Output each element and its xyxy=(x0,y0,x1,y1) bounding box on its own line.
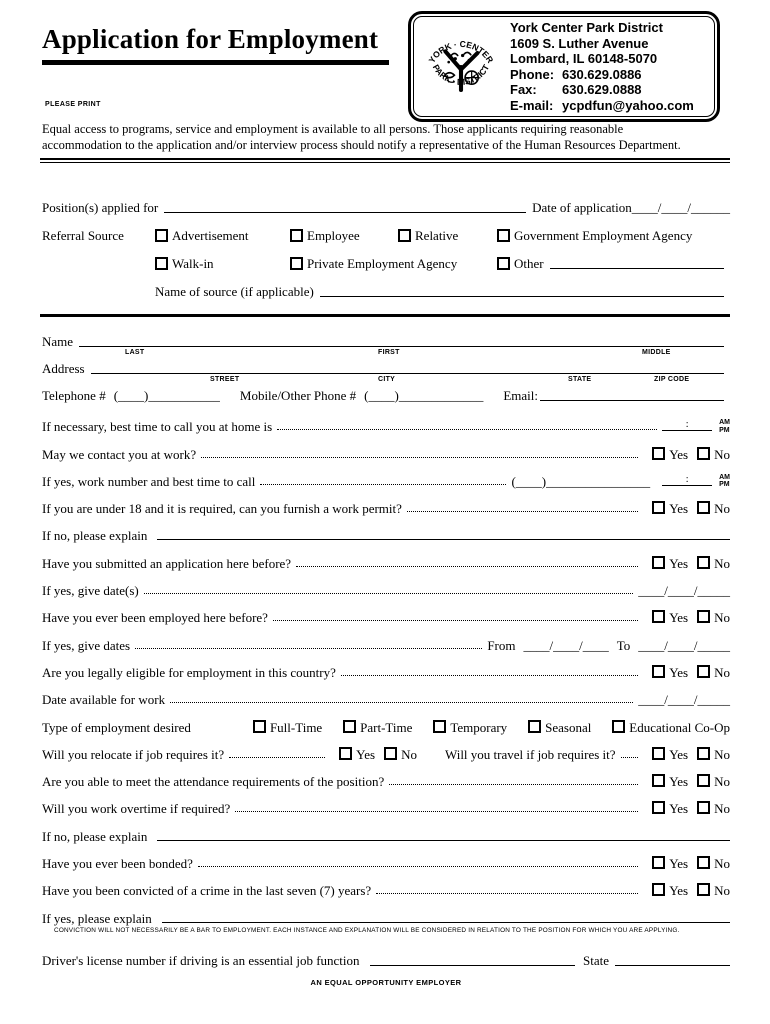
checkbox-walk-in[interactable] xyxy=(155,257,168,270)
dotted-leader xyxy=(277,428,657,430)
telephone-input[interactable]: (____)___________ xyxy=(113,388,220,403)
question-label: Date available for work xyxy=(42,692,166,708)
date-of-application-label: Date of application xyxy=(532,200,632,215)
checkbox-full-time[interactable] xyxy=(253,720,266,733)
question-label: If yes, give dates xyxy=(42,637,131,653)
dotted-leader xyxy=(170,701,633,703)
date-available-input[interactable]: ____/____/_____ xyxy=(638,692,730,708)
no-label: No xyxy=(714,746,730,762)
question-label: Have you ever been employed here before? xyxy=(42,610,268,626)
private-employment-agency-label: Private Employment Agency xyxy=(307,256,458,271)
checkbox-part-time[interactable] xyxy=(343,720,356,733)
email-field-label: Email: xyxy=(503,388,538,403)
phone-value: 630.629.0886 xyxy=(562,66,642,82)
dotted-leader xyxy=(621,756,639,758)
license-state-input[interactable] xyxy=(615,953,730,966)
checkbox-submitted-before-yes[interactable] xyxy=(652,556,665,569)
relative-label: Relative xyxy=(415,228,459,243)
street-sublabel: STREET xyxy=(210,376,240,383)
no-label: No xyxy=(714,501,730,517)
checkbox-submitted-before-no[interactable] xyxy=(697,556,710,569)
submitted-dates-input[interactable]: ____/____/_____ xyxy=(638,583,730,599)
question-contact-at-work xyxy=(42,434,730,461)
seasonal-label: Seasonal xyxy=(545,719,592,735)
question-relocate-travel xyxy=(42,735,730,762)
yes-label: Yes xyxy=(669,801,689,817)
advertisement-label: Advertisement xyxy=(172,228,249,243)
first-name-sublabel: FIRST xyxy=(378,349,400,356)
referral-source-label: Referral Source xyxy=(42,228,124,243)
checkbox-convicted-no[interactable] xyxy=(697,883,710,896)
question-employed-dates xyxy=(42,625,730,652)
question-label: If yes, work number and best time to call xyxy=(42,473,256,489)
middle-name-sublabel: MIDDLE xyxy=(642,349,671,356)
yes-label: Yes xyxy=(669,446,689,462)
yes-label: Yes xyxy=(669,610,689,626)
question-bonded xyxy=(42,844,730,871)
address-label: Address xyxy=(42,361,85,376)
question-label: If yes, give date(s) xyxy=(42,583,139,599)
question-date-available xyxy=(42,680,730,707)
state-sublabel: STATE xyxy=(568,376,592,383)
educational-co-op-label: Educational Co-Op xyxy=(629,719,730,735)
question-employment-type xyxy=(42,707,730,734)
checkbox-employed-before-no[interactable] xyxy=(697,610,710,623)
no-label: No xyxy=(714,801,730,817)
position-input[interactable] xyxy=(164,200,526,213)
question-label: If you are under 18 and it is required, can you furnish a work permit? xyxy=(42,501,402,517)
address-row xyxy=(42,358,730,377)
equal-access-statement: Equal access to programs, service and employment is available to all persons. Those applicants requiring reasonable accommodation to the application and/or interview process should notify a representative of the Human Resources Department. xyxy=(42,122,681,152)
question-permit-explain xyxy=(42,516,730,543)
work-time-input[interactable]: : xyxy=(662,474,712,486)
referral-row-2 xyxy=(42,253,730,272)
checkbox-government-employment-agency[interactable] xyxy=(497,229,510,242)
to-label: To xyxy=(616,637,631,653)
page-title: Application for Employment xyxy=(42,24,379,54)
checkbox-attendance-no[interactable] xyxy=(697,774,710,787)
dotted-leader xyxy=(229,756,325,758)
dotted-leader xyxy=(201,456,638,458)
question-employed-before xyxy=(42,598,730,625)
org-name: York Center Park District xyxy=(510,20,663,35)
yes-label: Yes xyxy=(669,664,689,680)
home-time-input[interactable]: : xyxy=(662,419,712,431)
question-label: Have you been convicted of a crime in the last seven (7) years? xyxy=(42,883,372,899)
referral-row-1 xyxy=(42,225,730,244)
no-label: No xyxy=(714,610,730,626)
question-label: Have you submitted an application here before? xyxy=(42,555,292,571)
checkbox-convicted-yes[interactable] xyxy=(652,883,665,896)
mobile-phone-label: Mobile/Other Phone # xyxy=(239,388,357,403)
checkbox-bonded-no[interactable] xyxy=(697,856,710,869)
yes-label: Yes xyxy=(669,501,689,517)
convicted-explain-input[interactable] xyxy=(162,910,730,923)
checkbox-advertisement[interactable] xyxy=(155,229,168,242)
question-label: Are you able to meet the attendance requirements of the position? xyxy=(42,774,385,790)
equal-opportunity-footer: AN EQUAL OPPORTUNITY EMPLOYER xyxy=(310,977,462,987)
question-label: Are you legally eligible for employment in this country? xyxy=(42,664,336,680)
question-attendance xyxy=(42,762,730,789)
question-label: If no, please explain xyxy=(42,828,148,844)
no-label: No xyxy=(714,883,730,899)
part-time-label: Part-Time xyxy=(360,719,413,735)
other-input[interactable] xyxy=(550,256,724,269)
walk-in-label: Walk-in xyxy=(172,256,214,271)
question-submitted-dates xyxy=(42,571,730,598)
name-of-source-input[interactable] xyxy=(320,284,724,297)
question-work-number xyxy=(42,462,730,489)
dotted-leader xyxy=(389,783,638,785)
title-underline xyxy=(42,60,389,65)
mobile-phone-input[interactable]: (____)_____________ xyxy=(364,388,484,403)
date-of-application-input[interactable]: ____/____/______ xyxy=(631,200,730,215)
government-employment-agency-label: Government Employment Agency xyxy=(514,228,693,243)
question-label: If necessary, best time to call you at home is xyxy=(42,419,273,435)
dotted-leader xyxy=(407,510,638,512)
no-label: No xyxy=(714,664,730,680)
dotted-leader xyxy=(296,565,638,567)
yes-label: Yes xyxy=(669,746,689,762)
name-of-source-label: Name of source (if applicable) xyxy=(155,284,314,299)
checkbox-employee[interactable] xyxy=(290,229,303,242)
yes-label: Yes xyxy=(669,774,689,790)
permit-explain-input[interactable] xyxy=(157,527,730,540)
temporary-label: Temporary xyxy=(450,719,508,735)
question-legally-eligible xyxy=(42,653,730,680)
org-address-line2: Lombard, IL 60148-5070 xyxy=(510,51,658,66)
question-label: If no, please explain xyxy=(42,528,148,544)
phone-row xyxy=(42,385,730,404)
question-label: If yes, please explain xyxy=(42,910,152,926)
checkbox-attendance-yes[interactable] xyxy=(652,774,665,787)
question-best-time-home xyxy=(42,407,730,434)
checkbox-travel-no[interactable] xyxy=(697,747,710,760)
last-name-sublabel: LAST xyxy=(125,349,145,356)
checkbox-seasonal[interactable] xyxy=(528,720,541,733)
yes-label: Yes xyxy=(669,883,689,899)
dotted-leader xyxy=(144,592,634,594)
no-label: No xyxy=(714,555,730,571)
fax-label: Fax: xyxy=(510,82,537,97)
no-label: No xyxy=(401,746,417,762)
am-pm-label: AM PM xyxy=(719,419,730,434)
email-input[interactable] xyxy=(540,388,724,401)
park-district-emblem-icon xyxy=(420,26,502,108)
question-convicted xyxy=(42,871,730,898)
fax-value: 630.629.0888 xyxy=(562,82,642,97)
employed-from-date-input[interactable]: ____/____/____ xyxy=(523,637,609,653)
city-sublabel: CITY xyxy=(378,376,396,383)
checkbox-work-permit-no[interactable] xyxy=(697,501,710,514)
name-input[interactable] xyxy=(79,334,724,347)
address-input[interactable] xyxy=(91,361,724,374)
email-label: E-mail: xyxy=(510,97,554,113)
conviction-disclaimer: CONVICTION WILL NOT NECESSARILY BE A BAR TO EMPLOYMENT. EACH INSTANCE AND EXPLANATION WILL BE CONSIDERED IN RELATION TO THE POSITION FOR WHICH YOU ARE APPLYING. xyxy=(54,926,680,934)
name-of-source-row xyxy=(42,281,730,300)
checkbox-other[interactable] xyxy=(497,257,510,270)
yes-label: Yes xyxy=(669,555,689,571)
question-label: May we contact you at work? xyxy=(42,446,197,462)
checkbox-eligible-no[interactable] xyxy=(697,665,710,678)
svg-text:PARK · DISTRICT: PARK · DISTRICT xyxy=(430,62,492,87)
overtime-explain-input[interactable] xyxy=(157,828,730,841)
please-print-note: PLEASE PRINT xyxy=(45,101,101,108)
checkbox-overtime-no[interactable] xyxy=(697,801,710,814)
zip-code-sublabel: ZIP CODE xyxy=(654,376,690,383)
other-label: Other xyxy=(514,256,544,271)
org-info-inner xyxy=(413,16,715,117)
am-pm-label: AM PM xyxy=(719,473,730,489)
section-divider-double xyxy=(40,158,730,163)
name-label: Name xyxy=(42,334,74,349)
employee-label: Employee xyxy=(307,228,360,243)
checkbox-private-employment-agency[interactable] xyxy=(290,257,303,270)
org-fax-line xyxy=(510,82,694,98)
checkbox-work-permit-yes[interactable] xyxy=(652,501,665,514)
checkbox-bonded-yes[interactable] xyxy=(652,856,665,869)
checkbox-employed-before-yes[interactable] xyxy=(652,610,665,623)
checkbox-contact-work-yes[interactable] xyxy=(652,447,665,460)
relocate-question-label: Will you relocate if job requires it? xyxy=(42,746,225,762)
checkbox-overtime-yes[interactable] xyxy=(652,801,665,814)
section-divider-thick xyxy=(40,314,730,317)
question-label: Type of employment desired xyxy=(42,719,191,735)
checkbox-travel-yes[interactable] xyxy=(652,747,665,760)
no-label: No xyxy=(714,856,730,872)
travel-question-label: Will you travel if job requires it? xyxy=(444,746,616,762)
dotted-leader xyxy=(376,892,638,894)
telephone-label: Telephone # xyxy=(42,388,106,403)
org-address-line1: 1609 S. Luther Avenue xyxy=(510,35,649,51)
question-convicted-explain xyxy=(42,898,730,925)
dotted-leader xyxy=(260,483,506,485)
name-row xyxy=(42,331,730,350)
question-overtime-explain xyxy=(42,816,730,843)
employed-to-date-input[interactable]: ____/____/_____ xyxy=(638,637,730,653)
position-label: Position(s) applied for xyxy=(42,200,159,215)
checkbox-eligible-yes[interactable] xyxy=(652,665,665,678)
org-email-line xyxy=(510,98,694,114)
position-row xyxy=(42,197,730,216)
question-overtime xyxy=(42,789,730,816)
full-time-label: Full-Time xyxy=(269,719,323,735)
org-contact-block xyxy=(510,20,694,113)
question-label: Have you ever been bonded? xyxy=(42,856,193,872)
checkbox-relocate-no[interactable] xyxy=(384,747,397,760)
name-sublabels xyxy=(42,349,730,358)
questions-area xyxy=(42,407,730,987)
address-sublabels xyxy=(42,376,730,385)
drivers-license-label: Driver's license number if driving is an essential job function xyxy=(42,952,360,968)
dotted-leader xyxy=(198,865,638,867)
checkbox-temporary[interactable] xyxy=(433,720,446,733)
dotted-leader xyxy=(341,674,638,676)
from-label: From xyxy=(487,637,516,653)
work-number-input[interactable]: (____)________________ xyxy=(511,473,651,489)
no-label: No xyxy=(714,774,730,790)
org-info-box xyxy=(408,11,720,122)
checkbox-educational-co-op[interactable] xyxy=(612,720,625,733)
yes-label: Yes xyxy=(356,746,376,762)
dotted-leader xyxy=(235,810,638,812)
checkbox-relocate-yes[interactable] xyxy=(339,747,352,760)
drivers-license-input[interactable] xyxy=(370,953,575,966)
checkbox-contact-work-no[interactable] xyxy=(697,447,710,460)
email-value: ycpdfun@yahoo.com xyxy=(562,97,694,113)
question-label: Will you work overtime if required? xyxy=(42,801,231,817)
phone-label: Phone: xyxy=(510,66,555,82)
checkbox-relative[interactable] xyxy=(398,229,411,242)
dotted-leader xyxy=(135,647,482,649)
org-phone-line xyxy=(510,67,694,83)
question-work-permit xyxy=(42,489,730,516)
drivers-license-row xyxy=(42,945,730,969)
no-label: No xyxy=(714,446,730,462)
svg-text:YORK · CENTER: YORK · CENTER xyxy=(426,38,496,65)
license-state-label: State xyxy=(583,952,609,968)
question-submitted-before xyxy=(42,543,730,570)
dotted-leader xyxy=(273,619,638,621)
yes-label: Yes xyxy=(669,856,689,872)
